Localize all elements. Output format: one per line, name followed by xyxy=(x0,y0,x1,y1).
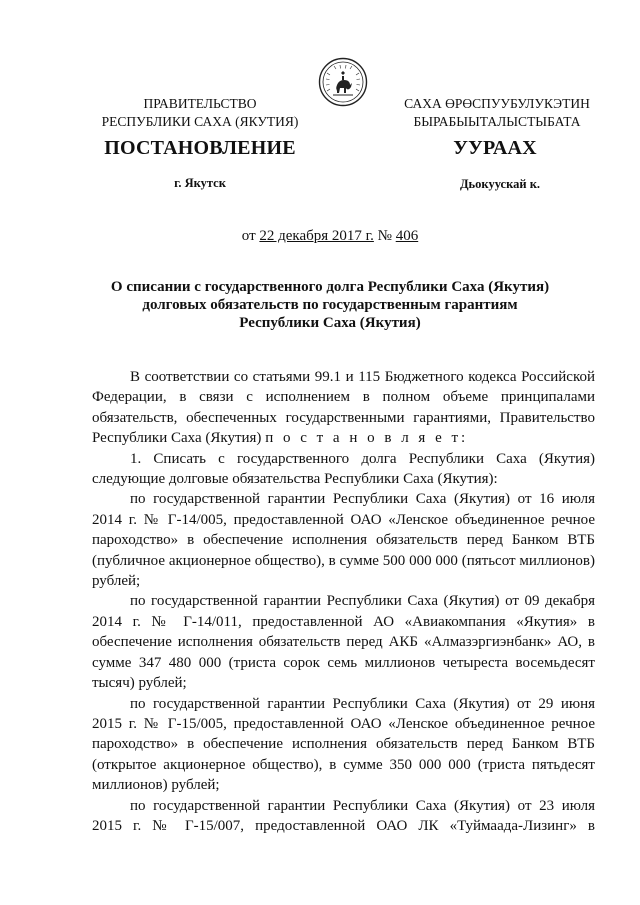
preamble-text: В соответствии со статьями 99.1 и 115 Бюджетного кодекса Российской Федерации, в связи с исполнением в полном объеме принципалами обязательств, обеспеченных государственными гарантиями, Правительство Республики Саха (Якутия) xyxy=(92,369,595,447)
document-kind-sakha: УУРААХ xyxy=(453,137,537,159)
decree-date-line xyxy=(0,228,640,245)
title-line2: долговых обязательств по государственным гарантиям xyxy=(142,297,518,313)
government-name-sakha xyxy=(387,95,607,131)
date-prefix: от xyxy=(241,228,256,244)
decree-word: п о с т а н о в л я е т: xyxy=(265,430,469,447)
title-line3: Республики Саха (Якутия) xyxy=(239,315,421,331)
guarantee-paragraph: по государственной гарантии Республики Саха (Якутия) от 23 июля 2015 г. № Г-15/007, предоставленной ОАО ЛК «Туймаада-Лизинг» в xyxy=(92,797,595,834)
guarantee-paragraph: по государственной гарантии Республики Саха (Якутия) от 16 июля 2014 г. № Г-14/005, предоставленной ОАО «Ленское объединенное речное пароходство» в обеспечение исполнения обязательств перед Банком ВТБ (публичное акционерное общество), в сумме 500 000 000 (пятьсот миллионов) рублей; xyxy=(92,491,595,590)
decree-title xyxy=(100,278,560,332)
number-sign: № xyxy=(377,228,392,244)
decree-number: 406 xyxy=(395,228,419,244)
government-name-sakha-line2: БЫРАБЫЫТАЛЫСТЫБАТА xyxy=(413,114,581,129)
title-line1: О списании с государственного долга Республики Саха (Якутия) xyxy=(110,279,550,295)
decree-body xyxy=(92,367,595,836)
government-name-line1: ПРАВИТЕЛЬСТВО xyxy=(143,96,257,111)
guarantee-paragraph: по государственной гарантии Республики Саха (Якутия) от 09 декабря 2014 г. № Г-14/011, предоставленной АО «Авиакомпания «Якутия» в обеспечение исполнения обязательств перед АКБ «Алмазэргиэнбанк» АО, в сумме 347 480 000 (триста сорок семь миллионов четыреста восемьдесят тысяч) рублей; xyxy=(92,593,595,692)
item-1-paragraph: 1. Списать с государственного долга Республики Саха (Якутия) следующие долговые обязательства Республики Саха (Якутия): xyxy=(92,450,595,488)
coat-of-arms-icon xyxy=(318,57,368,107)
city-sakha: Дьокуускай к. xyxy=(459,177,541,191)
guarantee-paragraph: по государственной гарантии Республики Саха (Якутия) от 29 июня 2015 г. № Г-15/005, предоставленной ОАО «Ленское объединенное речное пароходство» в обеспечение исполнения обязательств перед Банком ВТБ (открытое акционерное общество), в сумме 350 000 000 (триста пятьдесят миллионов) рублей; xyxy=(92,695,595,794)
city-russian: г. Якутск xyxy=(174,176,226,190)
document-kind-russian: ПОСТАНОВЛЕНИЕ xyxy=(104,137,296,159)
decree-date: 22 декабря 2017 г. xyxy=(259,228,374,244)
preamble-paragraph xyxy=(92,367,595,449)
government-name-sakha-line1: САХА ӨРӨСПУУБУЛУКЭТИН xyxy=(404,96,590,111)
government-name-russian xyxy=(100,95,300,131)
government-name-line2: РЕСПУБЛИКИ САХА (ЯКУТИЯ) xyxy=(101,114,299,129)
